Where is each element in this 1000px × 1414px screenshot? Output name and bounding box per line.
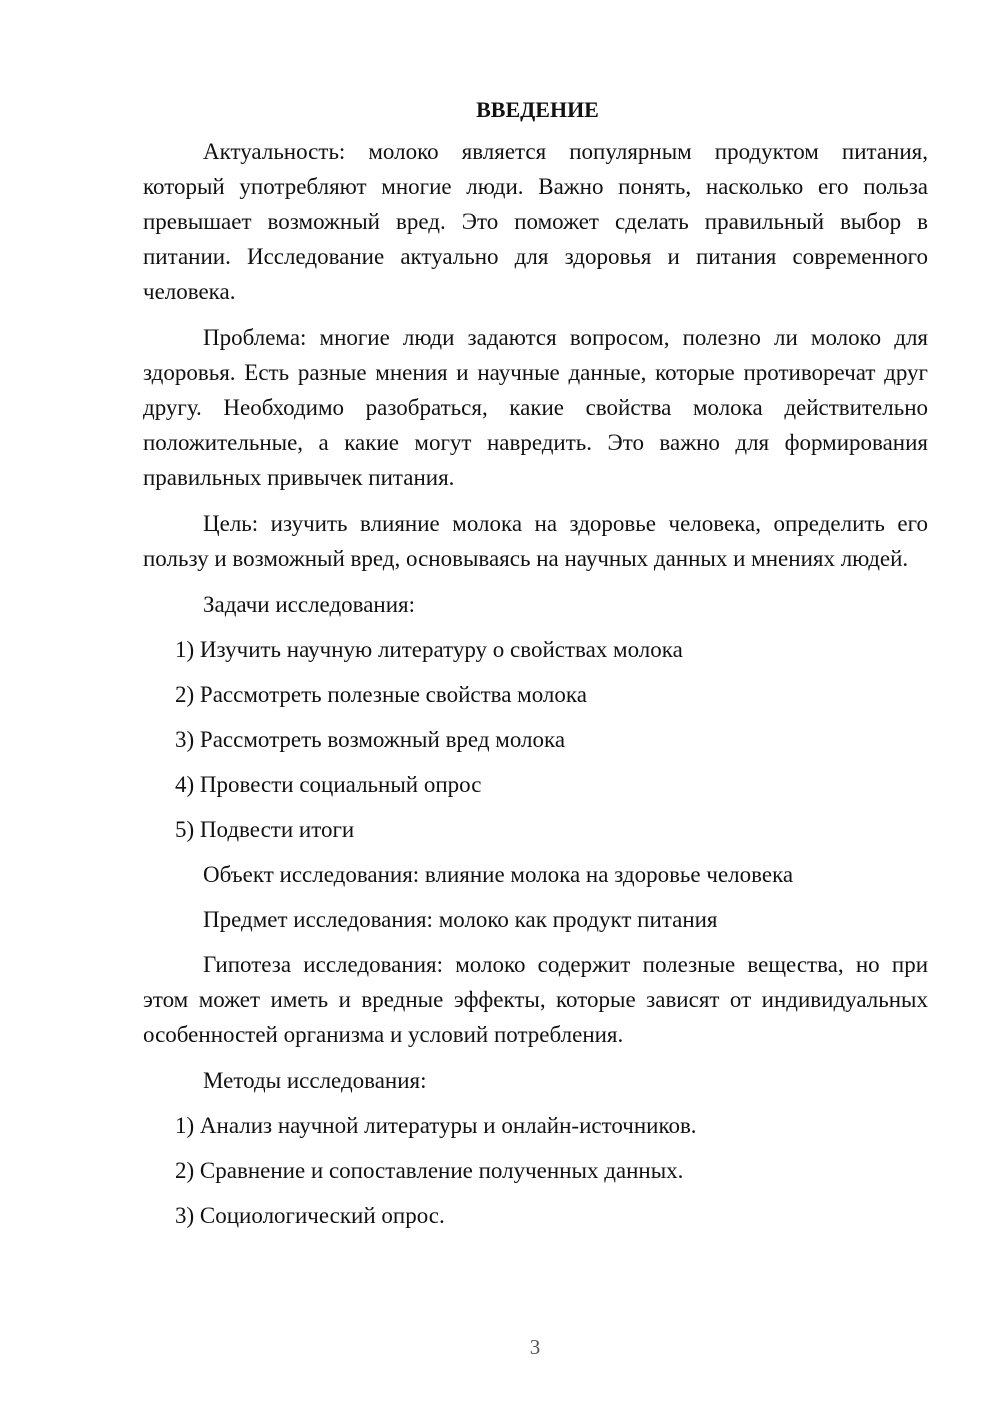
task-item: 1) Изучить научную литературу о свойствах молока	[175, 637, 683, 662]
task-item: 3) Рассмотреть возможный вред молока	[175, 727, 566, 752]
document-body	[143, 94, 928, 1243]
method-item: 1) Анализ научной литературы и онлайн-источников.	[175, 1113, 697, 1138]
hypothesis-paragraph: Гипотеза исследования: молоко содержит полезные вещества, но при этом может иметь и вредные эффекты, которые зависят от индивидуальных особенностей организма и условий потребления.	[143, 952, 928, 1047]
page-number: 3	[529, 1335, 541, 1359]
tasks-title: Задачи исследования:	[203, 592, 416, 617]
task-item: 2) Рассмотреть полезные свойства молока	[175, 682, 587, 707]
section-heading: ВВЕДЕНИЕ	[476, 97, 599, 122]
relevance-paragraph: Актуальность: молоко является популярным продуктом питания, который употребляют многие люди. Важно понять, насколько его польза превышает возможный вред. Это поможет сделать правильный выбор в питании. Исследование актуально для здоровья и питания современного человека.	[143, 139, 928, 304]
task-item: 5) Подвести итоги	[175, 817, 355, 842]
methods-title: Методы исследования:	[203, 1068, 427, 1093]
object-line: Объект исследования: влияние молока на здоровье человека	[203, 862, 794, 887]
task-item: 4) Провести социальный опрос	[175, 772, 482, 797]
subject-line: Предмет исследования: молоко как продукт питания	[203, 907, 718, 932]
method-item: 2) Сравнение и сопоставление полученных данных.	[175, 1158, 684, 1183]
method-item: 3) Социологический опрос.	[175, 1203, 445, 1228]
goal-paragraph: Цель: изучить влияние молока на здоровье человека, определить его пользу и возможный вред, основываясь на научных данных и мнениях людей.	[143, 511, 928, 571]
problem-paragraph: Проблема: многие люди задаются вопросом, полезно ли молоко для здоровья. Есть разные мнения и научные данные, которые противоречат друг другу. Необходимо разобраться, какие свойства молока действительно положительные, а какие могут навредить. Это важно для формирования правильных привычек питания.	[143, 325, 928, 490]
